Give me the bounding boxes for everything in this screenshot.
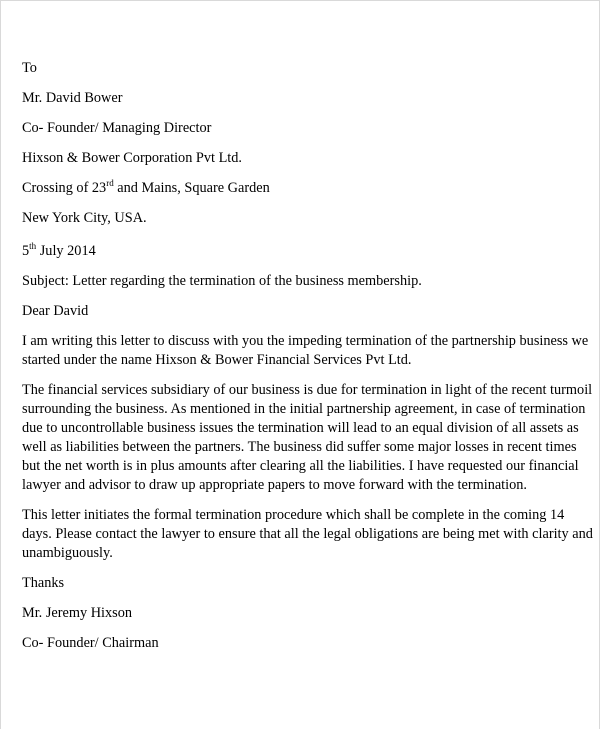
paragraph-line: The financial services subsidiary of our business is due for termination in light of the recent turmoil <box>22 382 593 398</box>
paragraph-2 <box>22 381 593 495</box>
sender-title: Co- Founder/ Chairman <box>22 635 159 651</box>
paragraph-line: unambiguously. <box>22 545 113 561</box>
recipient-title: Co- Founder/ Managing Director <box>22 120 212 136</box>
closing: Thanks <box>22 575 65 591</box>
paragraph-line: started under the name Hixson & Bower Financial Services Pvt Ltd. <box>22 352 412 368</box>
sender-name: Mr. Jeremy Hixson <box>22 605 132 621</box>
date-superscript: th <box>29 241 37 251</box>
paragraph-3 <box>22 506 593 563</box>
address-prefix: Crossing of 23 <box>22 180 107 196</box>
letter-body <box>22 59 593 664</box>
to-label: To <box>22 60 37 76</box>
paragraph-1 <box>22 332 589 370</box>
recipient-city: New York City, USA. <box>22 210 147 226</box>
paragraph-line: days. Please contact the lawyer to ensure that all the legal obligations are being met with clarity and <box>22 526 593 542</box>
paragraph-line: lawyer and advisor to draw up appropriate papers to move forward with the termination. <box>22 477 527 493</box>
address-suffix: and Mains, Square Garden <box>113 180 270 196</box>
letter-date <box>22 242 578 261</box>
letter-subject: Subject: Letter regarding the termination of the business membership. <box>22 273 422 289</box>
paragraph-line: but the net worth is in plus amounts after clearing all the liabilities. I have requested our financial <box>22 458 579 474</box>
recipient-company: Hixson & Bower Corporation Pvt Ltd. <box>22 150 243 166</box>
address-superscript: rd <box>106 178 114 188</box>
recipient-address <box>22 179 578 198</box>
paragraph-line: I am writing this letter to discuss with you the impeding termination of the partnership business we <box>22 333 589 349</box>
paragraph-line: due to uncontrollable business issues the termination will lead to an equal division of all assets as <box>22 420 579 436</box>
paragraph-line: surrounding the business. As mentioned in the initial partnership agreement, in case of termination <box>22 401 586 417</box>
recipient-name: Mr. David Bower <box>22 90 123 106</box>
paragraph-line: This letter initiates the formal termination procedure which shall be complete in the coming 14 <box>22 507 565 523</box>
date-rest: July 2014 <box>36 243 96 259</box>
salutation: Dear David <box>22 303 89 319</box>
paragraph-line: well as liabilities between the partners. The business did suffer some major losses in recent times <box>22 439 577 455</box>
date-day: 5 <box>22 243 30 259</box>
